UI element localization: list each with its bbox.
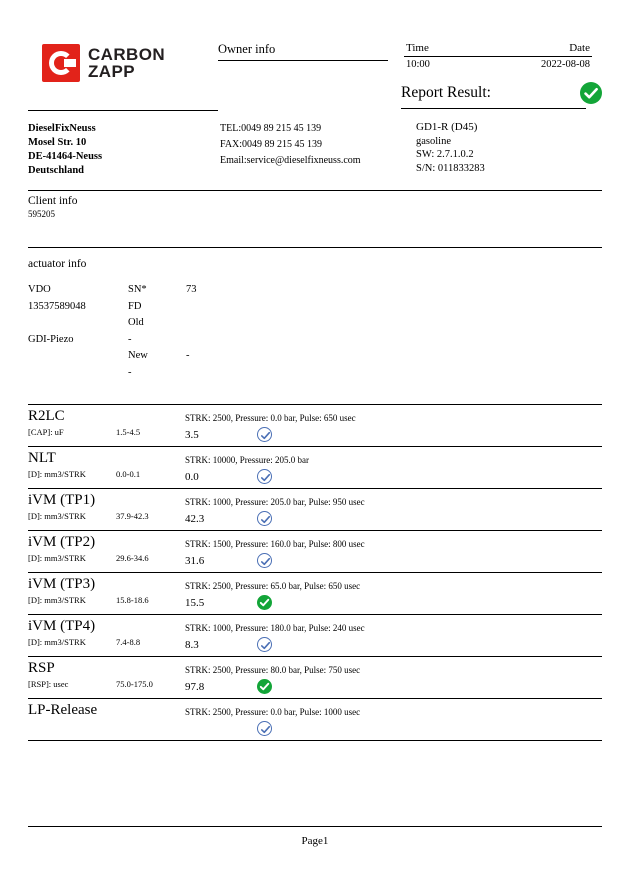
test-name: iVM (TP1) <box>28 492 96 508</box>
test-unit: [RSP]: usec <box>28 679 69 689</box>
brand-name <box>88 46 165 80</box>
check-circle-outline-icon <box>257 469 272 484</box>
table-row <box>28 656 602 698</box>
test-range: 29.6-34.6 <box>116 553 149 563</box>
test-value: 15.5 <box>185 596 205 609</box>
client-info-section <box>28 190 602 219</box>
contact-fax: FAX:0049 89 215 45 139 <box>220 139 323 150</box>
test-name: R2LC <box>28 408 65 424</box>
actuator-cell: SN* <box>128 284 147 295</box>
owner-info-rule <box>218 60 388 61</box>
actuator-cell: - <box>128 366 132 378</box>
report-result-label: Report Result: <box>401 84 491 101</box>
actuator-cell: New <box>128 350 148 361</box>
device-fuel: gasoline <box>416 135 451 147</box>
test-range: 1.5-4.5 <box>116 427 141 437</box>
test-unit: [D]: mm3/STRK <box>28 595 86 605</box>
contact-details <box>218 110 408 178</box>
actuator-cell: VDO <box>28 284 51 295</box>
company-city: DE-41464-Neuss <box>28 151 103 162</box>
report-result-block <box>401 82 602 109</box>
table-row <box>28 698 602 741</box>
company-country: Deutschland <box>28 165 85 176</box>
device-sn: S/N: 011833283 <box>416 162 485 174</box>
test-unit: [D]: mm3/STRK <box>28 637 86 647</box>
brand-name-line1: CARBON <box>88 45 166 64</box>
test-name: NLT <box>28 450 56 466</box>
test-unit: [D]: mm3/STRK <box>28 511 86 521</box>
client-info-value: 595205 <box>28 209 55 219</box>
check-circle-outline-icon <box>257 637 272 652</box>
check-circle-outline-icon <box>257 511 272 526</box>
actuator-cell <box>186 315 306 332</box>
table-row <box>28 348 602 365</box>
table-row <box>28 488 602 530</box>
owner-info-block <box>218 36 396 61</box>
report-result-rule <box>401 108 586 109</box>
actuator-cell: 13537589048 <box>28 300 86 312</box>
contact-tel: TEL:0049 89 215 45 139 <box>220 123 322 134</box>
actuator-cell <box>28 365 128 382</box>
company-name: DieselFixNeuss <box>28 123 96 134</box>
carbon-zapp-logo-icon <box>42 44 80 82</box>
actuator-cell <box>28 315 128 332</box>
check-circle-outline-icon <box>257 427 272 442</box>
test-value: 8.3 <box>185 638 199 651</box>
test-conditions: STRK: 2500, Pressure: 0.0 bar, Pulse: 650 usec <box>185 413 356 423</box>
table-row <box>28 614 602 656</box>
company-street: Mosel Str. 10 <box>28 137 87 148</box>
test-name: iVM (TP4) <box>28 618 96 634</box>
test-value: 42.3 <box>185 512 205 525</box>
page-footer <box>28 826 602 847</box>
test-name: iVM (TP2) <box>28 534 96 550</box>
actuator-cell: - <box>186 350 190 361</box>
actuator-info-table <box>28 282 602 381</box>
table-row <box>28 365 602 382</box>
test-value: 31.6 <box>185 554 205 567</box>
test-value: 0.0 <box>185 470 199 483</box>
test-name: RSP <box>28 660 55 676</box>
client-info-title: Client info <box>28 195 78 207</box>
check-circle-outline-icon <box>257 553 272 568</box>
device-sw: SW: 2.7.1.0.2 <box>416 149 474 160</box>
test-range: 15.8-18.6 <box>116 595 149 605</box>
device-details <box>408 110 602 178</box>
time-value: 10:00 <box>406 59 430 70</box>
test-range: 0.0-0.1 <box>116 469 141 479</box>
date-label: Date <box>569 42 590 54</box>
table-row <box>28 332 602 349</box>
actuator-cell <box>186 365 306 382</box>
table-row <box>28 282 602 299</box>
owner-info-label: Owner info <box>218 42 276 56</box>
test-name: LP-Release <box>28 702 98 718</box>
check-circle-icon <box>257 595 272 610</box>
test-range: 7.4-8.8 <box>116 637 141 647</box>
check-circle-outline-icon <box>257 721 272 736</box>
test-results-table <box>28 404 602 741</box>
test-unit: [CAP]: uF <box>28 427 64 437</box>
actuator-info-section <box>28 247 602 381</box>
test-unit: [D]: mm3/STRK <box>28 553 86 563</box>
contact-email: Email:service@dieselfixneuss.com <box>220 155 361 166</box>
report-header <box>28 36 602 82</box>
date-value: 2022-08-08 <box>541 59 590 70</box>
test-range: 37.9-42.3 <box>116 511 149 521</box>
test-conditions: STRK: 1500, Pressure: 160.0 bar, Pulse: 800 usec <box>185 539 365 549</box>
brand-logo <box>28 36 218 82</box>
test-conditions: STRK: 2500, Pressure: 80.0 bar, Pulse: 750 usec <box>185 665 361 675</box>
test-range: 75.0-175.0 <box>116 679 153 689</box>
table-row <box>28 404 602 446</box>
actuator-cell: FD <box>128 300 142 312</box>
check-circle-icon <box>257 679 272 694</box>
table-row <box>28 315 602 332</box>
test-name: iVM (TP3) <box>28 576 96 592</box>
test-conditions: STRK: 2500, Pressure: 65.0 bar, Pulse: 650 usec <box>185 581 361 591</box>
actuator-cell: - <box>128 333 132 345</box>
actuator-cell <box>28 348 128 365</box>
test-conditions: STRK: 10000, Pressure: 205.0 bar <box>185 455 309 465</box>
test-conditions: STRK: 1000, Pressure: 180.0 bar, Pulse: 240 usec <box>185 623 365 633</box>
device-model: GD1-R (D45) <box>416 121 478 133</box>
company-contact-device <box>28 110 602 178</box>
table-row <box>28 446 602 488</box>
brand-name-line2: ZAPP <box>88 62 135 81</box>
actuator-cell: GDI-Piezo <box>28 333 74 345</box>
test-conditions: STRK: 1000, Pressure: 205.0 bar, Pulse: 950 usec <box>185 497 365 507</box>
table-row <box>28 572 602 614</box>
test-value: 97.8 <box>185 680 205 693</box>
test-value: 3.5 <box>185 428 199 441</box>
page-number: Page1 <box>301 835 329 847</box>
check-circle-icon <box>580 82 602 104</box>
actuator-cell <box>186 299 306 316</box>
actuator-cell: 73 <box>186 284 197 295</box>
actuator-cell <box>186 332 306 349</box>
table-row <box>28 530 602 572</box>
company-address <box>28 110 218 178</box>
actuator-cell: Old <box>128 317 144 328</box>
test-unit: [D]: mm3/STRK <box>28 469 86 479</box>
test-conditions: STRK: 2500, Pressure: 0.0 bar, Pulse: 1000 usec <box>185 707 361 717</box>
time-date-block <box>396 36 592 70</box>
time-label: Time <box>406 42 429 54</box>
actuator-info-title: actuator info <box>28 258 87 270</box>
table-row <box>28 299 602 316</box>
